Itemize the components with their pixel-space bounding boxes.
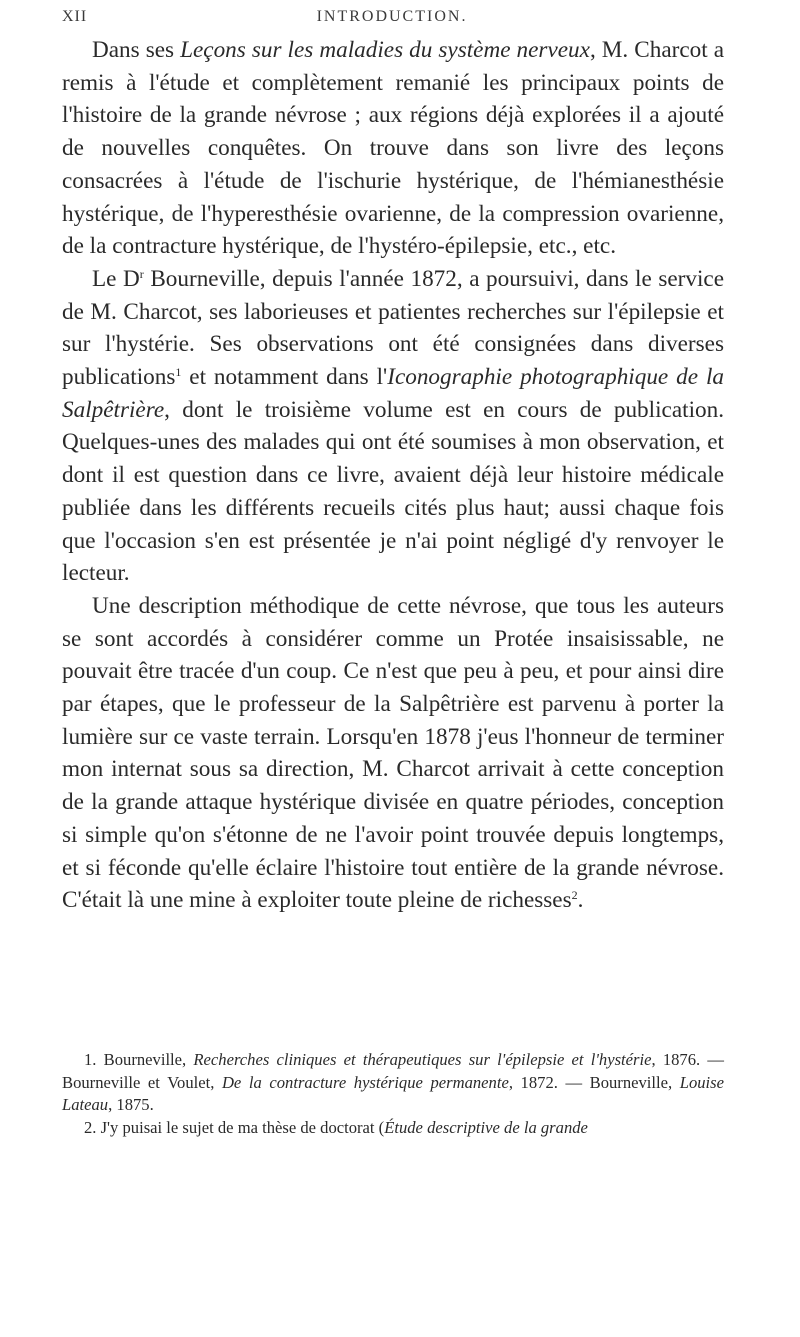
superscript-r: r: [139, 266, 144, 281]
footnote-1: [62, 1049, 724, 1117]
footnotes: [62, 1049, 724, 1139]
text-run: Dans ses: [92, 37, 181, 63]
text-run: Le D: [92, 265, 140, 292]
text-run: , 1872. — Bourneville,: [508, 1072, 680, 1092]
text-run: Une description méthodique de cette névrose, que tous les auteurs se sont accordés à considérer comme un Protée insaisissable, ne pouvait être tracée d'un coup. Ce n'est que peu à peu, et pour ainsi dire par étapes, que le professeur de la Salpêtrière est parvenu à porter la lumière sur ce vaste terrain. Lorsqu'en 1878 j'eus l'honneur de terminer mon internat sous sa direction, M. Charcot arrivait à cette conception de la grande attaque hystérique divisée en quatre périodes, conception si simple qu'on s'étonne de ne l'avoir point trouvée depuis longtemps, et si féconde qu'elle éclaire l'histoire tout entière de la grande névrose. C'était là une mine à exploiter toute pleine de richesses: [62, 592, 724, 914]
cited-title: De la contracture hystérique permanente: [221, 1072, 509, 1092]
paragraph-2: [62, 263, 724, 590]
cited-title: Louise Lateau: [62, 1072, 724, 1114]
page-header: [62, 8, 722, 34]
footnote-ref-2: 2: [571, 888, 578, 903]
text-run: et notamment dans l': [181, 364, 388, 391]
cited-title: Étude descriptive de la grande: [384, 1117, 588, 1137]
text-run: , M. Charcot a remis à l'étude et complètement remanié les principaux points de l'histoire de la grande névrose ; aux régions déjà explorées il a ajouté de nouvelles conquêtes. On trouve dans son livre des leçons consacrées à l'étude de l'ischurie hystérique, de l'hémianesthésie hystérique, de l'hyperesthésie ovarienne, de la compression ovarienne, de la contracture hystérique, de l'hystéro-épilepsie, etc., etc.: [62, 37, 725, 260]
running-title: INTRODUCTION.: [316, 8, 468, 25]
text-run: 2. J'y puisai le sujet de ma thèse de doctorat (: [84, 1117, 385, 1137]
paragraph-1: [62, 34, 724, 263]
text-run: Bourneville, depuis l'année 1872, a poursuivi, dans le service de M. Charcot, ses laborieuses et patientes recherches sur l'épilepsie et sur l'hystérie. Ses observations ont été consignées dans diverses publications: [62, 265, 725, 391]
text-run: , dont le troisième volume est en cours de publication. Quelques-unes des malades qui ont été soumises à mon observation, et dont il est question dans ce livre, avaient déjà leur histoire médicale publiée dans les différents recueils cités plus haut; aussi chaque fois que l'occasion s'en est présentée je n'ai point négligé d'y renvoyer le lecteur.: [62, 396, 724, 587]
book-title-iconographie: Iconographie photographique de la Salpêtrière: [62, 364, 724, 423]
footnote-2: [62, 1117, 724, 1140]
text-run: .: [577, 887, 584, 914]
text-run: 1. Bourneville,: [84, 1050, 194, 1069]
page-number: XII: [62, 8, 88, 25]
footnote-ref-1: 1: [175, 365, 182, 380]
cited-title: Recherches cliniques et thérapeutiques sur l'épilepsie et l'hystérie: [193, 1050, 652, 1069]
text-run: , 1876. — Bourneville et Voulet,: [62, 1050, 725, 1092]
book-title-lecons: Leçons sur les maladies du système nerveux: [180, 37, 590, 63]
paragraph-3: [62, 590, 724, 917]
body-text: [62, 34, 724, 917]
text-run: , 1875.: [108, 1095, 154, 1114]
